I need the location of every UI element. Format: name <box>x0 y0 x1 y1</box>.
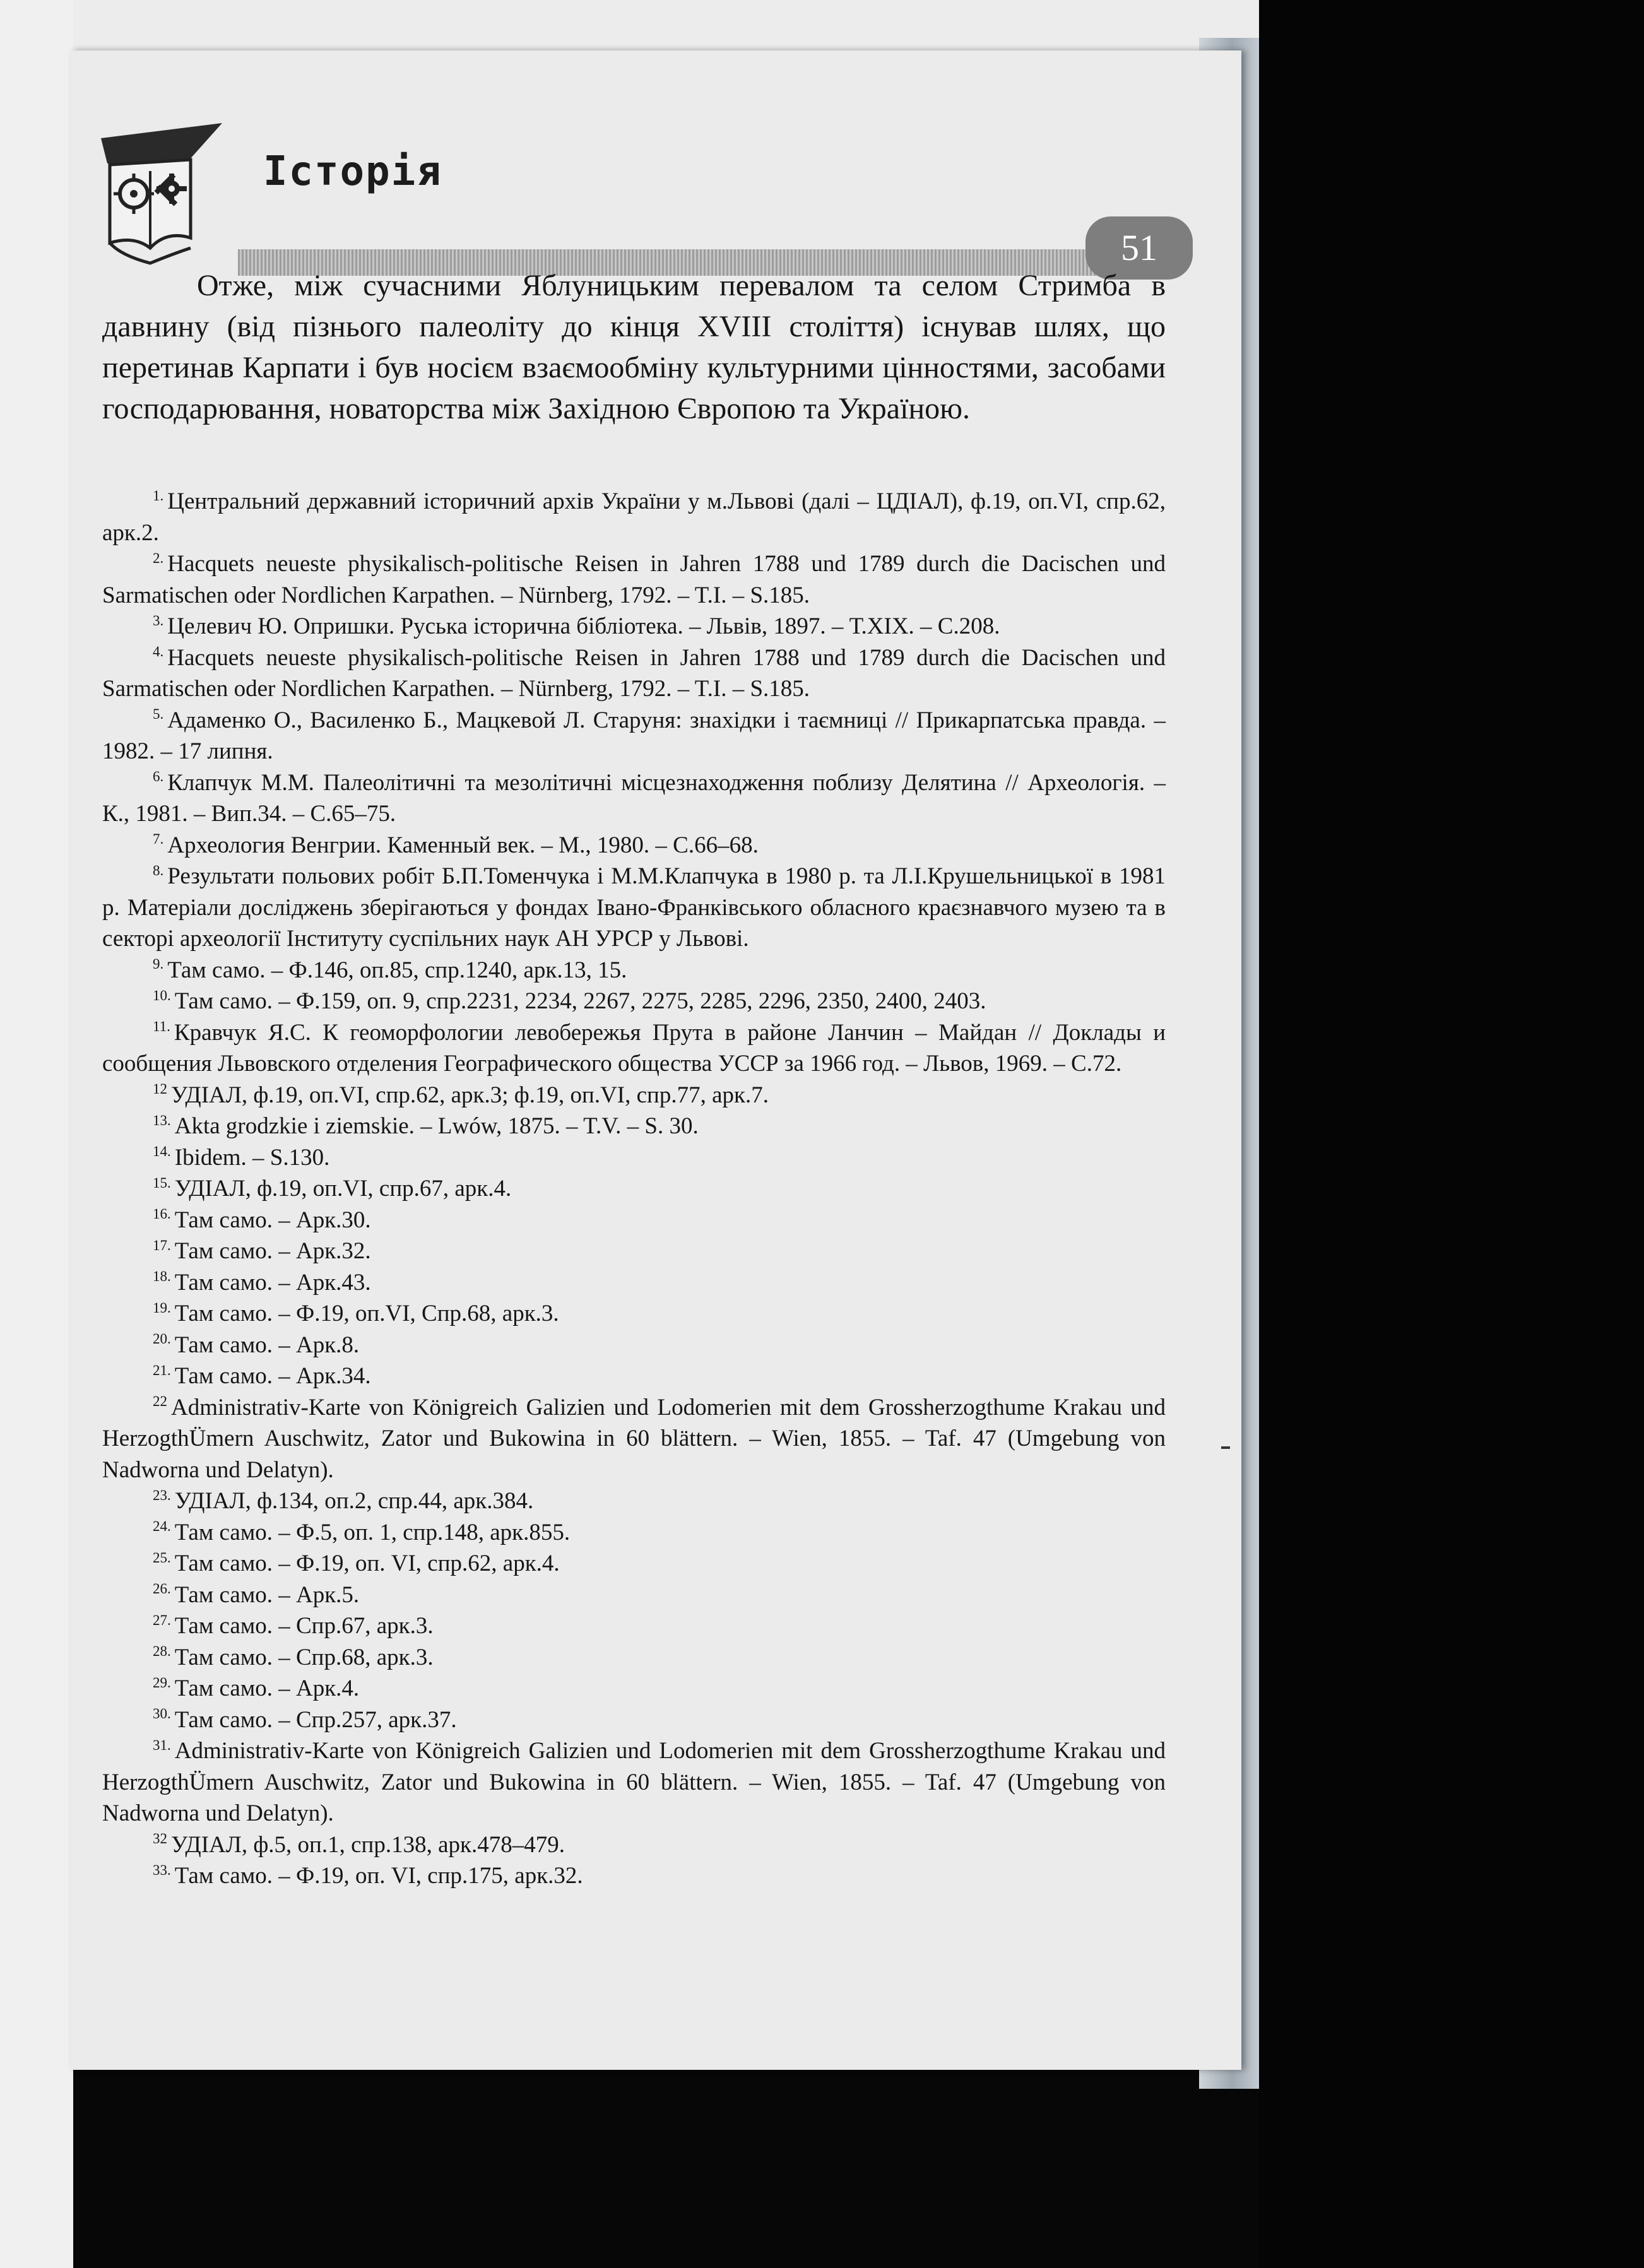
footnote <box>102 705 1166 767</box>
footnote-text: Там само. – Ф.5, оп. 1, спр.148, арк.855. <box>174 1519 571 1545</box>
footnote-text: Целевич Ю. Опришки. Руська історична бібліотека. – Львів, 1897. – Т.XIX. – С.208. <box>167 613 1000 639</box>
footnote-text: Там само. – Спр.67, арк.3. <box>174 1613 434 1639</box>
footnote-number: 2. <box>153 550 164 566</box>
footnote-number: 27. <box>153 1612 171 1628</box>
footnote-text: Адаменко О., Василенко Б., Мацкевой Л. Старуня: знахідки і таємниці // Прикарпатська правда. – 1982. – 17 липня. <box>102 707 1166 764</box>
footnote <box>102 830 1166 861</box>
footnote <box>102 1392 1166 1486</box>
footnote-number: 30. <box>153 1706 171 1722</box>
footnote-number: 13. <box>153 1112 171 1128</box>
footnote-text: Там само. – Ф.146, оп.85, спр.1240, арк.13, 15. <box>167 957 627 983</box>
footnote <box>102 1205 1166 1236</box>
footnote-number: 15. <box>153 1174 171 1191</box>
footnote <box>102 611 1166 642</box>
footnote <box>102 767 1166 830</box>
footnote <box>102 1142 1166 1174</box>
footnote-text: Akta grodzkie i ziemskie. – Lwów, 1875. – T.V. – S. 30. <box>174 1113 699 1139</box>
book-with-cog-icon <box>96 123 228 268</box>
footnote-text: Центральний державний історичний архів України у м.Львові (далі – ЦДІАЛ), ф.19, оп.VI, спр.62, арк.2. <box>102 488 1166 546</box>
footnote-text: Hacquets neueste physikalisch-politische Reisen in Jahren 1788 und 1789 durch die Dacischen und Sarmatischen oder Nordlichen Karpathen. – Nürnberg, 1792. – T.I. – S.185. <box>102 551 1166 608</box>
footnote-text: Там само. – Арк.4. <box>174 1675 360 1701</box>
footnote-number: 12 <box>153 1081 167 1097</box>
footnote-text: Administrativ-Karte von Königreich Galizien und Lodomerien mit dem Grossherzogthume Krakau und HerzogthÜmern Auschwitz, Zator und Bukowina in 60 blättern. – Wien, 1855. – Taf. 47 (Umgebung von Nadworna und Delatyn). <box>102 1394 1166 1483</box>
footnote <box>102 1610 1166 1642</box>
footnote-number: 6. <box>153 769 164 785</box>
footnote-number: 29. <box>153 1674 171 1691</box>
footnote <box>102 1829 1166 1861</box>
footnote <box>102 1111 1166 1142</box>
footnote-number: 3. <box>153 612 164 629</box>
footnote-number: 20. <box>153 1331 171 1347</box>
footnote <box>102 1580 1166 1611</box>
footnote-text: Там само. – Спр.68, арк.3. <box>174 1644 434 1670</box>
footnote-number: 5. <box>153 706 164 723</box>
footnote-number: 11. <box>153 1019 170 1035</box>
footnote-text: Там само. – Ф.19, оп. VI, спр.175, арк.32. <box>174 1863 583 1889</box>
footnote <box>102 642 1166 705</box>
scan-dark-background <box>1259 0 1644 2268</box>
footnote-text: Там само. – Арк.34. <box>174 1363 371 1389</box>
footnote-number: 16. <box>153 1206 171 1222</box>
footnote-number: 14. <box>153 1143 171 1160</box>
footnote-text: Там само. – Арк.5. <box>174 1581 360 1608</box>
footnote <box>102 986 1166 1017</box>
footnote-number: 18. <box>153 1268 171 1285</box>
footnote <box>102 861 1166 955</box>
footnote <box>102 1735 1166 1829</box>
footnote-text: Там само. – Арк.43. <box>174 1269 371 1296</box>
footnote <box>102 1080 1166 1111</box>
footnote <box>102 1330 1166 1361</box>
margin-mark <box>1221 1446 1230 1449</box>
footnote-number: 33. <box>153 1862 171 1878</box>
footnote <box>102 1704 1166 1736</box>
footnote-number: 10. <box>153 987 171 1003</box>
footnote-number: 19. <box>153 1299 171 1316</box>
page-body <box>102 265 1166 1892</box>
book-page <box>71 50 1241 2070</box>
footnote-number: 26. <box>153 1581 171 1597</box>
footnote-text: УДІАЛ, ф.19, оп.VI, спр.62, арк.3; ф.19, оп.VI, спр.77, арк.7. <box>171 1082 769 1108</box>
footnote-number: 8. <box>153 862 164 878</box>
footnote <box>102 1361 1166 1392</box>
footnote <box>102 1485 1166 1517</box>
footnote-text: Там само. – Ф.159, оп. 9, спр.2231, 2234, 2267, 2275, 2285, 2296, 2350, 2400, 2403. <box>174 988 986 1014</box>
footnote-text: Administrativ-Karte von Königreich Galizien und Lodomerien mit dem Grossherzogthume Krakau und HerzogthÜmern Auschwitz, Zator und Bukowina in 60 blättern. – Wien, 1855. – Taf. 47 (Umgebung von Nadworna und Delatyn). <box>102 1738 1166 1826</box>
footnote-number: 25. <box>153 1549 171 1566</box>
footnote-number: 23. <box>153 1487 171 1503</box>
footnote-number: 4. <box>153 644 164 660</box>
footnote-number: 21. <box>153 1362 171 1378</box>
footnote-number: 28. <box>153 1643 171 1660</box>
footnote-text: Археология Венгрии. Каменный век. – М., 1980. – С.66–68. <box>167 832 759 858</box>
footnote-text: Там само. – Арк.8. <box>174 1332 360 1358</box>
footnote <box>102 1298 1166 1330</box>
footnote-list <box>102 486 1166 1892</box>
footnote-number: 32 <box>153 1831 167 1847</box>
footnote <box>102 548 1166 611</box>
footnote <box>102 1017 1166 1080</box>
footnote <box>102 1517 1166 1549</box>
footnote <box>102 955 1166 986</box>
footnote-text: Там само. – Арк.30. <box>174 1207 371 1233</box>
footnote-text: Там само. – Спр.257, арк.37. <box>174 1706 457 1733</box>
footnote-text: Там само. – Арк.32. <box>174 1238 371 1264</box>
footnote-number: 31. <box>153 1737 171 1753</box>
footnote <box>102 1673 1166 1704</box>
scan-left-strip <box>0 0 73 2268</box>
footnote-text: Там само. – Ф.19, оп.VI, Спр.68, арк.3. <box>174 1301 559 1326</box>
footnote-text: УДІАЛ, ф.19, оп.VI, спр.67, арк.4. <box>174 1176 512 1202</box>
footnote-text: УДІАЛ, ф.5, оп.1, спр.138, арк.478–479. <box>171 1831 565 1858</box>
footnote-number: 22 <box>153 1393 167 1410</box>
footnote-number: 9. <box>153 956 164 972</box>
footnote-number: 7. <box>153 831 164 848</box>
page-number-badge: 51 <box>1085 216 1193 280</box>
footnote-text: Результати польових робіт Б.П.Томенчука і М.М.Клапчука в 1980 р. та Л.І.Крушельницької в 1981 р. Матеріали досліджень зберігаються у фондах Івано-Франківського обласного краєзнавчого музею та в секторі археології Інституту суспільних наук АН УРСР у Львові. <box>102 863 1166 952</box>
footnote <box>102 1173 1166 1205</box>
footnote-number: 1. <box>153 487 164 504</box>
footnote <box>102 486 1166 548</box>
footnote <box>102 1642 1166 1674</box>
footnote <box>102 1267 1166 1299</box>
footnote-text: Там само. – Ф.19, оп. VI, спр.62, арк.4. <box>174 1550 560 1576</box>
footnote <box>102 1548 1166 1580</box>
footnote-text: Ibidem. – S.130. <box>174 1144 330 1171</box>
footnote-text: Hacquets neueste physikalisch-politische Reisen in Jahren 1788 und 1789 durch die Dacischen und Sarmatischen oder Nordlichen Karpathen. – Nürnberg, 1792. – T.I. – S.185. <box>102 644 1166 702</box>
footnote-number: 24. <box>153 1518 171 1535</box>
footnote-number: 17. <box>153 1237 171 1253</box>
page-header <box>96 123 1226 287</box>
intro-paragraph: Отже, між сучасними Яблуницьким перевалом та селом Стримба в давнину (від пізнього палеоліту до кінця XVIII століття) існував шлях, що перетинав Карпати і був носієм взаємообміну культурними цінностями, засобами господарювання, новаторства між Західною Європою та Україною. <box>102 269 1166 425</box>
section-title: Історія <box>263 148 442 195</box>
footnote-text: УДІАЛ, ф.134, оп.2, спр.44, арк.384. <box>174 1488 534 1514</box>
footnote <box>102 1236 1166 1267</box>
footnote-text: Кравчук Я.С. К геоморфологии левобережья Прута в районе Ланчин – Майдан // Доклады и сообщения Львовского отделения Географического общества УССР за 1966 год. – Львов, 1969. – С.72. <box>102 1019 1166 1077</box>
footnote <box>102 1860 1166 1892</box>
footnote-text: Клапчук М.М. Палеолітичні та мезолітичні місцезнаходження поблизу Делятина // Археологія. – К., 1981. – Вип.34. – С.65–75. <box>102 769 1166 827</box>
